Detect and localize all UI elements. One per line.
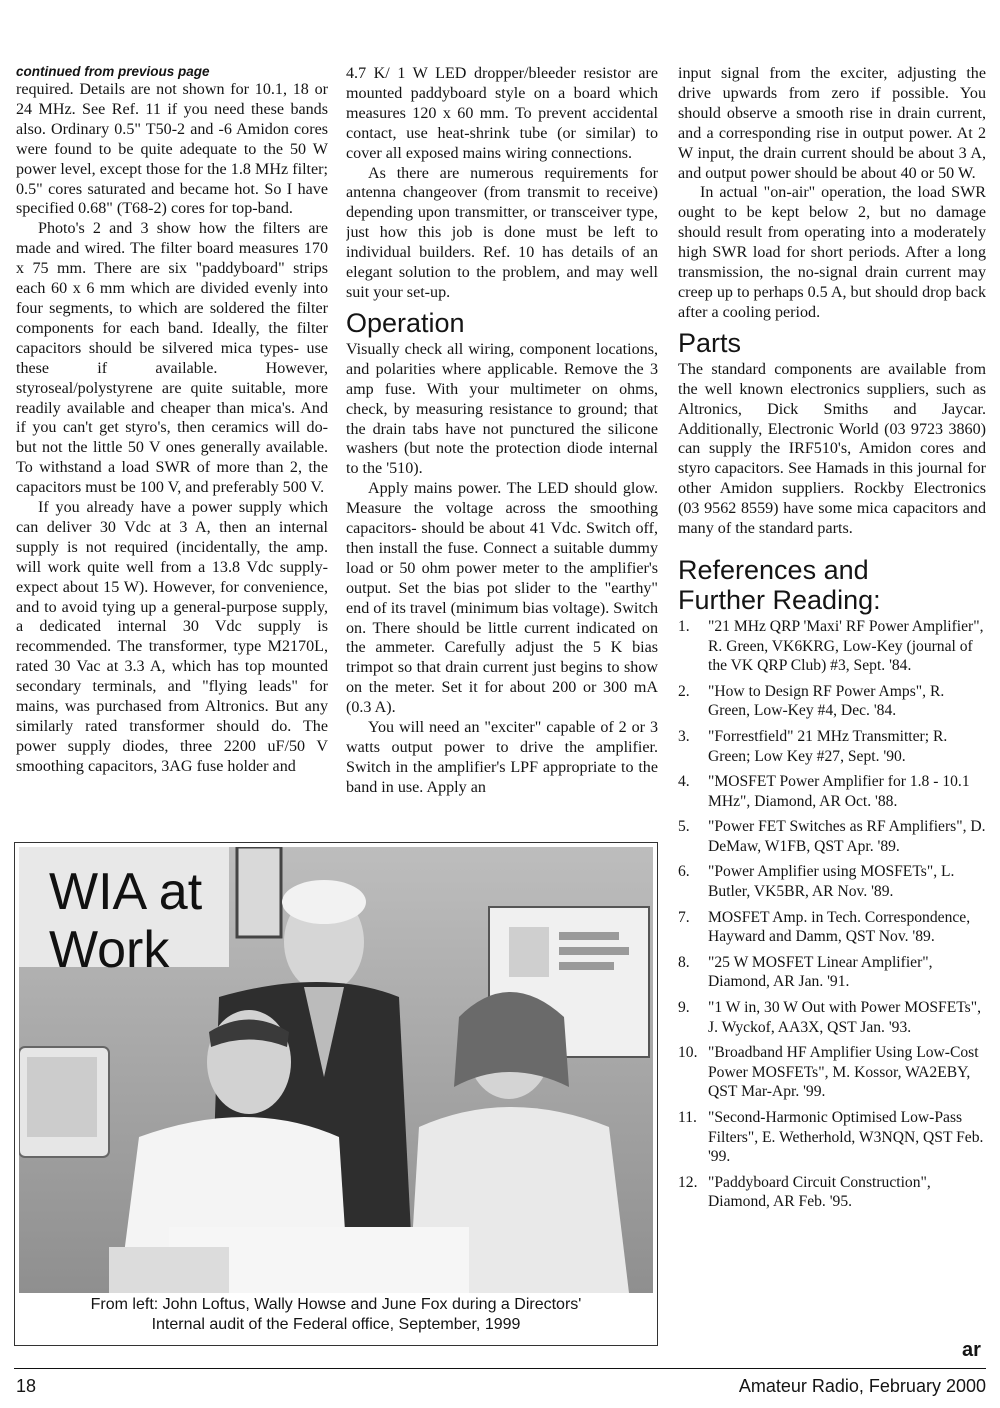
photo-caption <box>19 1295 653 1335</box>
reference-item <box>678 998 986 1037</box>
paragraph: If you already have a power supply which can deliver 30 Vdc at 3 A, then an internal supply is not required (incidentally, the amp. will work quite well from a 13.8 Vdc supply- expect about 15 W). However, for convenience, and to avoid tying up a general-purpose supply, a dedicated internal 30 Vdc supply is recommended. The transformer, type M2170L, rated 30 Vac at 3.3 A, which has top mounted secondary terminals, and "flying leads" for mains, was purchased from Altronics. But any similarly rated transformer should do. The power supply diodes, three 2200 uF/50 V smoothing capacitors, 3AG fuse holder and <box>16 499 328 775</box>
reference-item <box>678 1173 986 1212</box>
references-heading-line-2: Further Reading: <box>678 584 881 615</box>
reference-number: 2. <box>678 682 690 700</box>
reference-item <box>678 727 986 766</box>
reference-text: "Forrestfield" 21 MHz Transmitter; R. Green; Low Key #27, Sept. '90. <box>708 727 948 765</box>
paragraph: Visually check all wiring, component locations, and polarities where applicable. Remove the 3 amp fuse. With your multimeter on ohms, check, by measuring resistance to ground; that the drain tabs have not punctured the silicone washers (but note the protection diode internal to the '510). <box>346 340 658 478</box>
reference-number: 10. <box>678 1044 698 1062</box>
reference-text: "25 W MOSFET Linear Amplifier", Diamond, AR Jan. '91. <box>708 953 933 991</box>
paragraph: Apply mains power. The LED should glow. Measure the voltage across the smoothing capacitors- should be about 41 Vdc. Switch off, then install the fuse. Connect a suitable dummy load or 50 ohm power meter to the amplifier's output. Set the bias pot slider to the "earthy" end of its travel (minimum bias voltage). Switch on. There should be little current indicated on the ammeter. Carefully adjust the 5 K bias trimpot so that drain current just begins to show on the meter. Set it for about 200 or 300 mA (0.3 A). <box>346 480 658 717</box>
reference-item <box>678 953 986 992</box>
reference-text: "Paddyboard Circuit Construction", Diamond, AR Feb. '95. <box>708 1173 931 1211</box>
paragraph: You will need an "exciter" capable of 2 or 3 watts output power to drive the amplifier. Switch in the amplifier's LPF appropriate to the band in use. Apply an <box>346 719 658 796</box>
photo-title-line-2: Work <box>49 921 170 979</box>
article-column-3 <box>678 64 986 1334</box>
reference-item <box>678 682 986 721</box>
photo-caption-line-1: From left: John Loftus, Wally Howse and June Fox during a Directors' <box>90 1296 582 1313</box>
references-heading-line-1: References and <box>678 554 869 585</box>
reference-number: 9. <box>678 999 690 1017</box>
reference-number: 4. <box>678 773 690 791</box>
references-list <box>678 617 986 1212</box>
paragraph: input signal from the exciter, adjusting the drive upwards from zero if possible. You should observe a smooth rise in drain current, and a corresponding rise in output power. At 2 W input, the drain current should be about 3 A, and output power should be about 40 or 50 W. <box>678 65 986 182</box>
reference-number: 6. <box>678 863 690 881</box>
section-heading-operation: Operation <box>346 307 465 338</box>
paragraph: In actual "on-air" operation, the load SWR ought to be kept below 2, but no damage should result from operating into a moderately high SWR load for short periods. After a long transmission, the no-signal drain current may creep up to perhaps 0.5 A, but should drop back after a cooling period. <box>678 184 986 321</box>
reference-number: 3. <box>678 727 690 745</box>
photo <box>19 847 653 1293</box>
reference-text: "Power FET Switches as RF Amplifiers", D. DeMaw, W1FB, QST Apr. '89. <box>708 818 986 855</box>
reference-text: MOSFET Amp. in Tech. Correspondence, Hayward and Damm, QST Nov. '89. <box>708 908 971 946</box>
reference-number: 1. <box>678 617 690 635</box>
article-column-2 <box>346 64 658 836</box>
reference-text: "Broadband HF Amplifier Using Low-Cost Power MOSFETs", M. Kossor, WA2EBY, QST Mar-Apr. '99. <box>708 1044 979 1101</box>
reference-item <box>678 862 986 901</box>
reference-number: 8. <box>678 953 690 971</box>
end-of-article-mark: ar <box>962 1339 981 1361</box>
reference-item <box>678 817 986 856</box>
journal-name: Amateur Radio, February 2000 <box>738 1376 986 1396</box>
reference-number: 7. <box>678 908 690 926</box>
reference-item <box>678 772 986 811</box>
reference-number: 5. <box>678 818 690 836</box>
photo-title-line-1: WIA at <box>49 863 203 921</box>
footer-rule <box>14 1368 986 1369</box>
paragraph: As there are numerous requirements for antenna changeover (from transmit to receive) depending upon transmitter, or transceiver type, just how this job is done must be left to individual builders. Ref. 10 has details of an elegant solution to the problem, and may well suit your set-up. <box>346 164 658 301</box>
section-heading-references <box>678 555 986 615</box>
reference-text: "Power Amplifier using MOSFETs", L. Butler, VK5BR, AR Nov. '89. <box>708 863 955 901</box>
article-column-1 <box>16 64 328 836</box>
paragraph: 4.7 K/ 1 W LED dropper/bleeder resistor are mounted paddyboard style on a board which measures 120 x 60 mm. To prevent accidental contact, use heat-shrink tube (or similar) to cover all exposed mains wiring connections. <box>346 65 658 162</box>
photo-figure <box>14 842 658 1346</box>
photo-title <box>49 863 202 979</box>
reference-item <box>678 908 986 947</box>
continued-label: continued from previous page <box>16 64 210 79</box>
paragraph: required. Details are not shown for 10.1, 18 or 24 MHz. See Ref. 11 if you need these bands also. Ordinary 0.5" T50-2 and -6 Amidon cores were found to be quite adequate to the 50 W power level, except those for the 1.8 MHz filter; 0.5" cores saturated and became hot. So I have specified 0.68" (T68-2) cores for top-band. <box>16 81 328 218</box>
paragraph: The standard components are available from the well known electronics suppliers, such as Altronics, Dick Smiths and Jaycar. Additionally, Electronic World (03 9723 3860) can supply the IRF510's, Amidon cores and styro capacitors. See Hamads in this journal for other Amidon suppliers. Rockby Electronics (03 9562 8559) have some mica capacitors and many of the standard parts. <box>678 360 986 538</box>
reference-text: "MOSFET Power Amplifier for 1.8 - 10.1 MHz", Diamond, AR Oct. '88. <box>708 773 970 810</box>
photo-caption-line-2: Internal audit of the Federal office, September, 1999 <box>151 1316 521 1333</box>
reference-text: "21 MHz QRP 'Maxi' RF Power Amplifier", R. Green, VK6KRG, Low-Key (journal of the VK QRP Club) #3, Sept. '84. <box>708 617 984 675</box>
reference-text: "How to Design RF Power Amps", R. Green, Low-Key #4, Dec. '84. <box>708 682 945 720</box>
page-number: 18 <box>16 1376 37 1396</box>
reference-item <box>678 1108 986 1167</box>
reference-text: "Second-Harmonic Optimised Low-Pass Filters", E. Wetherhold, W3NQN, QST Feb. '99. <box>708 1109 984 1166</box>
reference-item <box>678 617 986 676</box>
reference-item <box>678 1043 986 1102</box>
reference-text: "1 W in, 30 W Out with Power MOSFETs", J. Wyckof, AA3X, QST Jan. '93. <box>708 999 982 1036</box>
reference-number: 12. <box>678 1173 698 1191</box>
section-heading-parts: Parts <box>678 327 742 358</box>
paragraph: Photo's 2 and 3 show how the filters are made and wired. The filter board measures 170 x 75 mm. There are six "paddyboard" strips each 60 x 6 mm which are divided evenly into four segments, to which are soldered the filter components for each band. Ideally, the filter capacitors should be silvered mica types- use these if available. However, styroseal/polystyrene are quite suitable, more readily available and cheaper than mica's. And if you can't get styro's, then ceramics will do- but not the little 50 V ones generally available. To withstand a load SWR of more than 2, the capacitors must be 100 V, and preferably 500 V. <box>16 220 328 497</box>
reference-number: 11. <box>678 1109 697 1126</box>
